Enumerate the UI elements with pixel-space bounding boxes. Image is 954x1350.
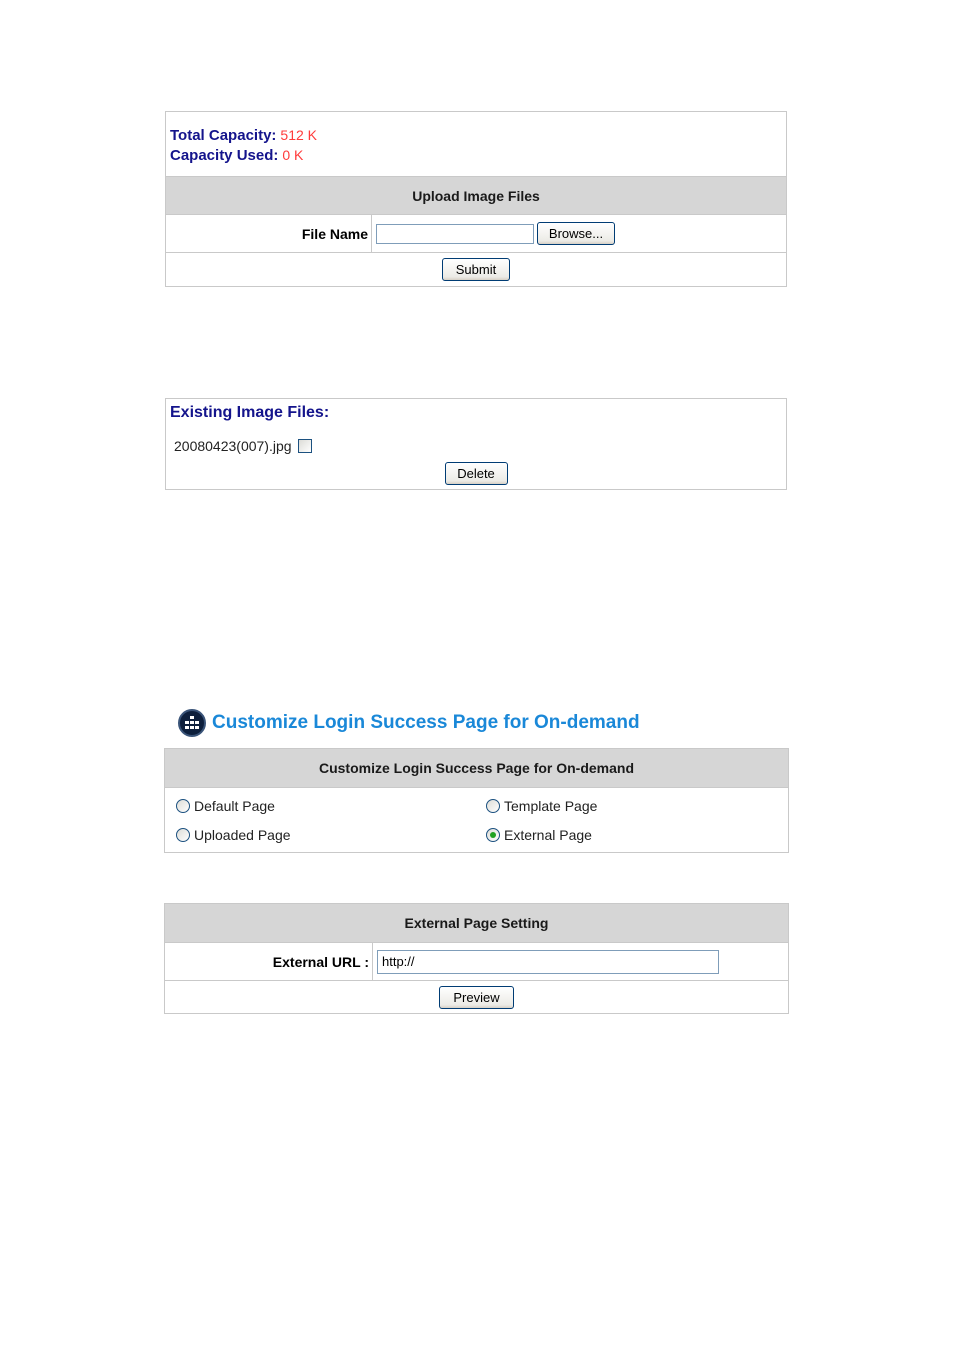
capacity-used xyxy=(170,145,786,165)
option-external-page-label: External Page xyxy=(504,827,592,843)
section-title xyxy=(178,709,640,737)
file-name-cell xyxy=(372,215,786,252)
network-grid-icon xyxy=(178,709,206,737)
option-uploaded-page-label: Uploaded Page xyxy=(194,827,291,843)
file-name-row xyxy=(166,214,786,252)
external-url-label: External URL : xyxy=(165,943,373,980)
file-item-checkbox[interactable] xyxy=(298,439,312,453)
option-default-page-label: Default Page xyxy=(194,798,275,814)
browse-button[interactable]: Browse... xyxy=(537,222,615,245)
external-url-row xyxy=(165,942,788,980)
option-template-page-label: Template Page xyxy=(504,798,598,814)
file-name-input[interactable] xyxy=(376,224,534,244)
submit-button[interactable]: Submit xyxy=(442,258,510,281)
total-capacity-value: 512 K xyxy=(280,127,317,143)
radio-default-page[interactable] xyxy=(176,799,190,813)
page-options xyxy=(165,787,788,851)
file-item xyxy=(166,428,786,457)
external-page-panel xyxy=(164,903,789,1014)
section-title-text: Customize Login Success Page for On-demand xyxy=(212,712,640,733)
radio-external-page[interactable] xyxy=(486,828,500,842)
external-url-cell xyxy=(373,943,788,980)
radio-uploaded-page[interactable] xyxy=(176,828,190,842)
option-default-page[interactable] xyxy=(176,798,275,814)
submit-row xyxy=(166,252,786,286)
file-name-label: File Name xyxy=(166,215,372,252)
capacity-used-label: Capacity Used: xyxy=(170,147,279,164)
external-page-header: External Page Setting xyxy=(165,904,788,942)
existing-files-title: Existing Image Files: xyxy=(170,404,330,421)
option-template-page[interactable] xyxy=(486,798,597,814)
preview-row xyxy=(165,980,788,1014)
upload-panel xyxy=(165,111,787,287)
total-capacity xyxy=(170,125,786,145)
preview-button[interactable]: Preview xyxy=(439,986,514,1009)
delete-button[interactable]: Delete xyxy=(445,462,508,485)
login-success-panel xyxy=(164,748,789,853)
option-external-page[interactable] xyxy=(486,827,592,843)
upload-header: Upload Image Files xyxy=(166,176,786,214)
option-uploaded-page[interactable] xyxy=(176,827,291,843)
capacity-used-value: 0 K xyxy=(282,147,304,163)
capacity-info xyxy=(166,112,786,176)
radio-template-page[interactable] xyxy=(486,799,500,813)
total-capacity-label: Total Capacity: xyxy=(170,127,277,144)
login-success-header: Customize Login Success Page for On-demand xyxy=(165,749,788,787)
external-url-input[interactable] xyxy=(377,950,719,974)
existing-files-panel xyxy=(165,398,787,490)
file-item-name: 20080423(007).jpg xyxy=(174,438,292,454)
delete-row xyxy=(166,457,786,485)
